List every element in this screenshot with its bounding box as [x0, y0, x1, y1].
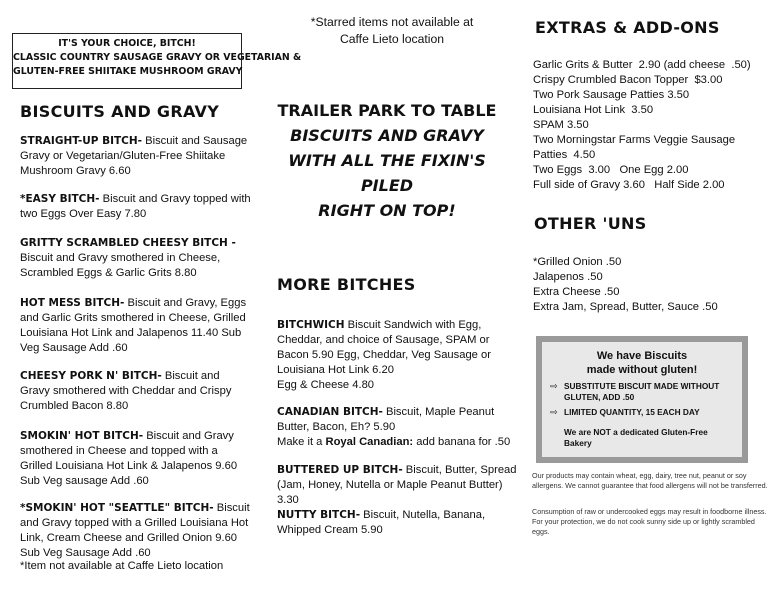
gluten-head-line: We have Biscuits	[596, 350, 688, 362]
menu-item	[20, 429, 252, 489]
item-desc: Biscuit, Nutella, Banana, Whipped Cream 5.90	[277, 509, 486, 536]
extras-item: Crispy Crumbled Bacon Topper $3.00	[533, 74, 723, 86]
other-uns-heading: OTHER 'UNS	[534, 214, 647, 233]
choice-box-line: CLASSIC COUNTRY SAUSAGE GRAVY OR VEGETARIAN &	[13, 52, 302, 63]
menu-item	[20, 134, 252, 179]
item-desc: Biscuit and Gravy, Eggs and Garlic Grits smothered in Cheese, Grilled Louisiana Hot Link and Jalapenos 11.40 Sub Veg Sausage Add .60	[20, 297, 247, 354]
menu-item	[277, 318, 517, 393]
choice-box-line: IT'S YOUR CHOICE, BITCH!	[58, 38, 196, 49]
title-line: BISCUITS AND GRAVY	[290, 126, 484, 145]
item-desc: Biscuit and Gravy topped with two Eggs Over Easy 7.80	[20, 193, 251, 220]
item-desc: Biscuit and Gravy topped with a Grilled Louisiana Hot Link, Cream Cheese and Grilled Onion 9.60 Sub Veg Sausage Add .60	[20, 502, 250, 559]
other-item: Extra Jam, Spread, Butter, Sauce .50	[533, 301, 718, 313]
raw-egg-notice: Consumption of raw or undercooked eggs may result in foodborne illness. For your protection, we do not cook sunny side up or lightly scrambled eggs.	[532, 507, 767, 536]
extras-item: SPAM 3.50	[533, 119, 589, 131]
gluten-point-text: LIMITED QUANTITY, 15 EACH DAY	[564, 407, 700, 417]
title-line: RIGHT ON TOP!	[318, 201, 456, 220]
item-name: CANADIAN BITCH-	[277, 406, 383, 418]
item-name: *EASY BITCH-	[20, 193, 100, 205]
arrow-right-icon: ⇨	[550, 407, 558, 417]
extra-post: add banana for .50	[413, 436, 511, 448]
item-desc: Biscuit, Maple Peanut Butter, Bacon, Eh? 5.90	[277, 406, 495, 433]
gluten-free-box	[536, 336, 748, 463]
more-bitches-heading: MORE BITCHES	[277, 275, 416, 294]
gluten-note: We are NOT a dedicated Gluten-Free Bakery	[564, 427, 708, 448]
item-name: *SMOKIN' HOT "SEATTLE" BITCH-	[20, 502, 214, 514]
extra-pre: Make it a	[277, 436, 326, 448]
item-name: SMOKIN' HOT BITCH-	[20, 430, 144, 442]
biscuits-and-gravy-heading: BISCUITS AND GRAVY	[20, 102, 220, 121]
extras-list	[533, 58, 763, 193]
footnote: *Item not available at Caffe Lieto location	[20, 560, 224, 572]
choice-box-line: GLUTEN-FREE SHIITAKE MUSHROOM GRAVY	[13, 66, 243, 77]
gluten-free-heading	[542, 349, 742, 377]
extras-item: Garlic Grits & Butter 2.90 (add cheese .50)	[533, 59, 751, 71]
item-name: NUTTY BITCH-	[277, 509, 361, 521]
item-extra: Egg & Cheese 4.80	[277, 379, 375, 391]
menu-item	[277, 508, 517, 538]
item-desc: Biscuit and Gravy smothered in Cheese and topped with a Grilled Louisiana Hot Link & Jalapenos 9.60 Sub Veg sausage Add .60	[20, 430, 238, 487]
starred-note	[262, 14, 522, 48]
arrow-right-icon: ⇨	[550, 381, 558, 391]
starred-note-line: Caffe Lieto location	[339, 32, 445, 46]
item-desc: Biscuit and Gravy smothered in Cheese, Scrambled Eggs & Garlic Grits 8.80	[20, 252, 221, 279]
gluten-point	[550, 407, 742, 418]
extras-item: Two Pork Sausage Patties 3.50	[533, 89, 690, 101]
gluten-free-box-inner	[542, 342, 742, 457]
menu-item	[20, 236, 252, 281]
item-desc: Biscuit Sandwich with Egg, Cheddar, and choice of Sausage, SPAM or Bacon 5.90 Egg, Cheddar, Veg Sausage or Louisiana Hot Link 6.20	[277, 319, 491, 376]
menu-item	[20, 192, 252, 222]
other-item: *Grilled Onion .50	[533, 256, 622, 268]
gluten-point-text: SUBSTITUTE BISCUIT MADE WITHOUT GLUTEN, ADD .50	[564, 381, 720, 402]
choice-box	[12, 33, 302, 89]
menu-item	[277, 405, 517, 450]
item-name: HOT MESS BITCH-	[20, 297, 125, 309]
menu-item	[20, 501, 252, 561]
item-name: BUTTERED UP BITCH-	[277, 464, 403, 476]
item-extra	[277, 435, 517, 450]
other-item: Extra Cheese .50	[533, 286, 620, 298]
gluten-point	[550, 381, 742, 403]
menu-item	[277, 463, 517, 508]
starred-note-line: *Starred items not available at	[310, 15, 474, 29]
item-desc: Biscuit and Gravy smothered with Cheddar and Crispy Crumbled Bacon 8.80	[20, 370, 232, 412]
item-desc: Biscuit, Butter, Spread (Jam, Honey, Nutella or Maple Peanut Butter) 3.30	[277, 464, 517, 506]
title-line: TRAILER PARK TO TABLE	[277, 101, 497, 120]
item-name: GRITTY SCRAMBLED CHEESY BITCH -	[20, 237, 236, 249]
other-uns-list	[533, 255, 763, 315]
extras-heading: EXTRAS & ADD-ONS	[535, 18, 720, 37]
extras-item: Louisiana Hot Link 3.50	[533, 104, 654, 116]
menu-title	[262, 98, 512, 223]
item-name: CHEESY PORK N' BITCH-	[20, 370, 162, 382]
royal-canadian: Royal Canadian:	[325, 436, 414, 448]
item-name: STRAIGHT-UP BITCH-	[20, 135, 143, 147]
menu-item	[20, 296, 252, 356]
extras-item: Two Morningstar Farms Veggie Sausage Patties 4.50	[533, 134, 739, 161]
menu-item	[20, 369, 252, 414]
gluten-head-line: made without gluten!	[586, 364, 698, 376]
extras-item: Full side of Gravy 3.60 Half Side 2.00	[533, 179, 725, 191]
item-desc: Biscuit and Sausage Gravy or Vegetarian/Gluten-Free Shiitake Mushroom Gravy 6.60	[20, 135, 248, 177]
allergen-notice: Our products may contain wheat, egg, dairy, tree nut, peanut or soy allergens. We cannot guarantee that food allergens will not be transferred.	[532, 471, 768, 490]
extras-item: Two Eggs 3.00 One Egg 2.00	[533, 164, 689, 176]
title-line: WITH ALL THE FIXIN'S PILED	[288, 151, 486, 195]
item-name: BITCHWICH	[277, 319, 345, 331]
other-item: Jalapenos .50	[533, 271, 603, 283]
